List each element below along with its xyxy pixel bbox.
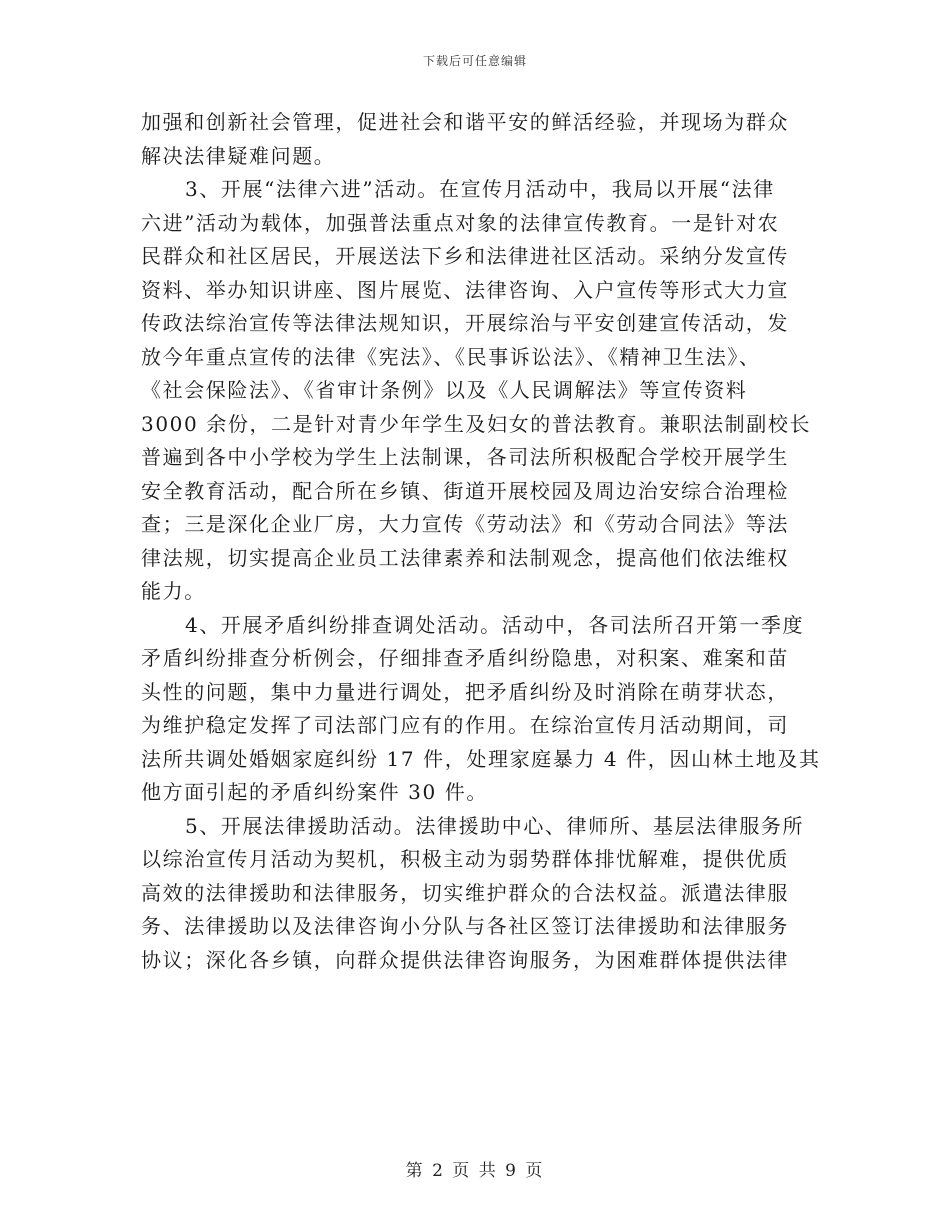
text-line: 务、法律援助以及法律咨询小分队与各社区签订法律援助和法律服务	[141, 914, 789, 938]
text-line: 律法规，切实提高企业员工法律素养和法制观念，提高他们依法维权	[141, 545, 789, 570]
paragraph-first-line: 4、开展矛盾纠纷排查调处活动。活动中，各司法所召开第一季度	[185, 612, 805, 637]
text-line: 以综治宣传月活动为契机，积极主动为弱势群体排忧解难，提供优质	[141, 847, 789, 871]
text-line: 放今年重点宣传的法律《宪法》、《民事诉讼法》、《精神卫生法》、	[141, 344, 761, 369]
paragraph-first-line: 5、开展法律援助活动。法律援助中心、律师所、基层法律服务所	[185, 813, 805, 838]
text-line: 矛盾纠纷排查分析例会，仔细排查矛盾纠纷隐患，对积案、难案和苗	[141, 646, 789, 670]
text-line: 解决法律疑难问题。	[141, 143, 336, 168]
text-line: 他方面引起的矛盾纠纷案件 30 件。	[141, 780, 488, 804]
page-header: 下载后可任意编辑	[422, 54, 527, 68]
text-line: 高效的法律援助和法律服务，切实维护群众的合法权益。派遣法律服	[141, 880, 789, 905]
page-number-footer: 第 2 页 共 9 页	[405, 1161, 545, 1181]
text-line: 协议；深化各乡镇，向群众提供法律咨询服务，为困难群体提供法律	[141, 947, 789, 972]
document-body	[141, 106, 821, 977]
text-line: 六进”活动为载体，加强普法重点对象的法律宣传教育。一是针对农	[141, 210, 780, 235]
text-line: 资料、举办知识讲座、图片展览、法律咨询、入户宣传等形式大力宣	[141, 277, 789, 302]
text-line: 加强和创新社会管理，促进社会和谐平安的鲜活经验，并现场为群众	[141, 110, 789, 134]
text-line: 安全教育活动，配合所在乡镇、街道开展校园及周边治安综合治理检	[141, 478, 789, 503]
text-line: 《社会保险法》、《省审计条例》以及《人民调解法》等宣传资料	[141, 378, 748, 402]
text-line: 民群众和社区居民，开展送法下乡和法律进社区活动。采纳分发宣传	[141, 244, 789, 268]
text-line: 传政法综治宣传等法律法规知识，开展综治与平安创建宣传活动，发	[141, 311, 789, 335]
text-line: 查；三是深化企业厂房，大力宣传《劳动法》和《劳动合同法》等法	[141, 512, 789, 536]
text-line: 头性的问题，集中力量进行调处，把矛盾纠纷及时消除在萌芽状态，	[141, 679, 789, 704]
text-line: 普遍到各中小学校为学生上法制课，各司法所积极配合学校开展学生	[141, 445, 789, 469]
text-line: 法所共调处婚姻家庭纠纷 17 件，处理家庭暴力 4 件，因山林土地及其	[141, 746, 821, 771]
text-line: 能力。	[141, 579, 206, 603]
paragraph-first-line: 3、开展“法律六进”活动。在宣传月活动中，我局以开展“法律	[185, 177, 775, 201]
text-line: 3000 余份，二是针对青少年学生及妇女的普法教育。兼职法制副校长	[141, 411, 812, 436]
text-line: 为维护稳定发挥了司法部门应有的作用。在综治宣传月活动期间，司	[141, 713, 789, 737]
